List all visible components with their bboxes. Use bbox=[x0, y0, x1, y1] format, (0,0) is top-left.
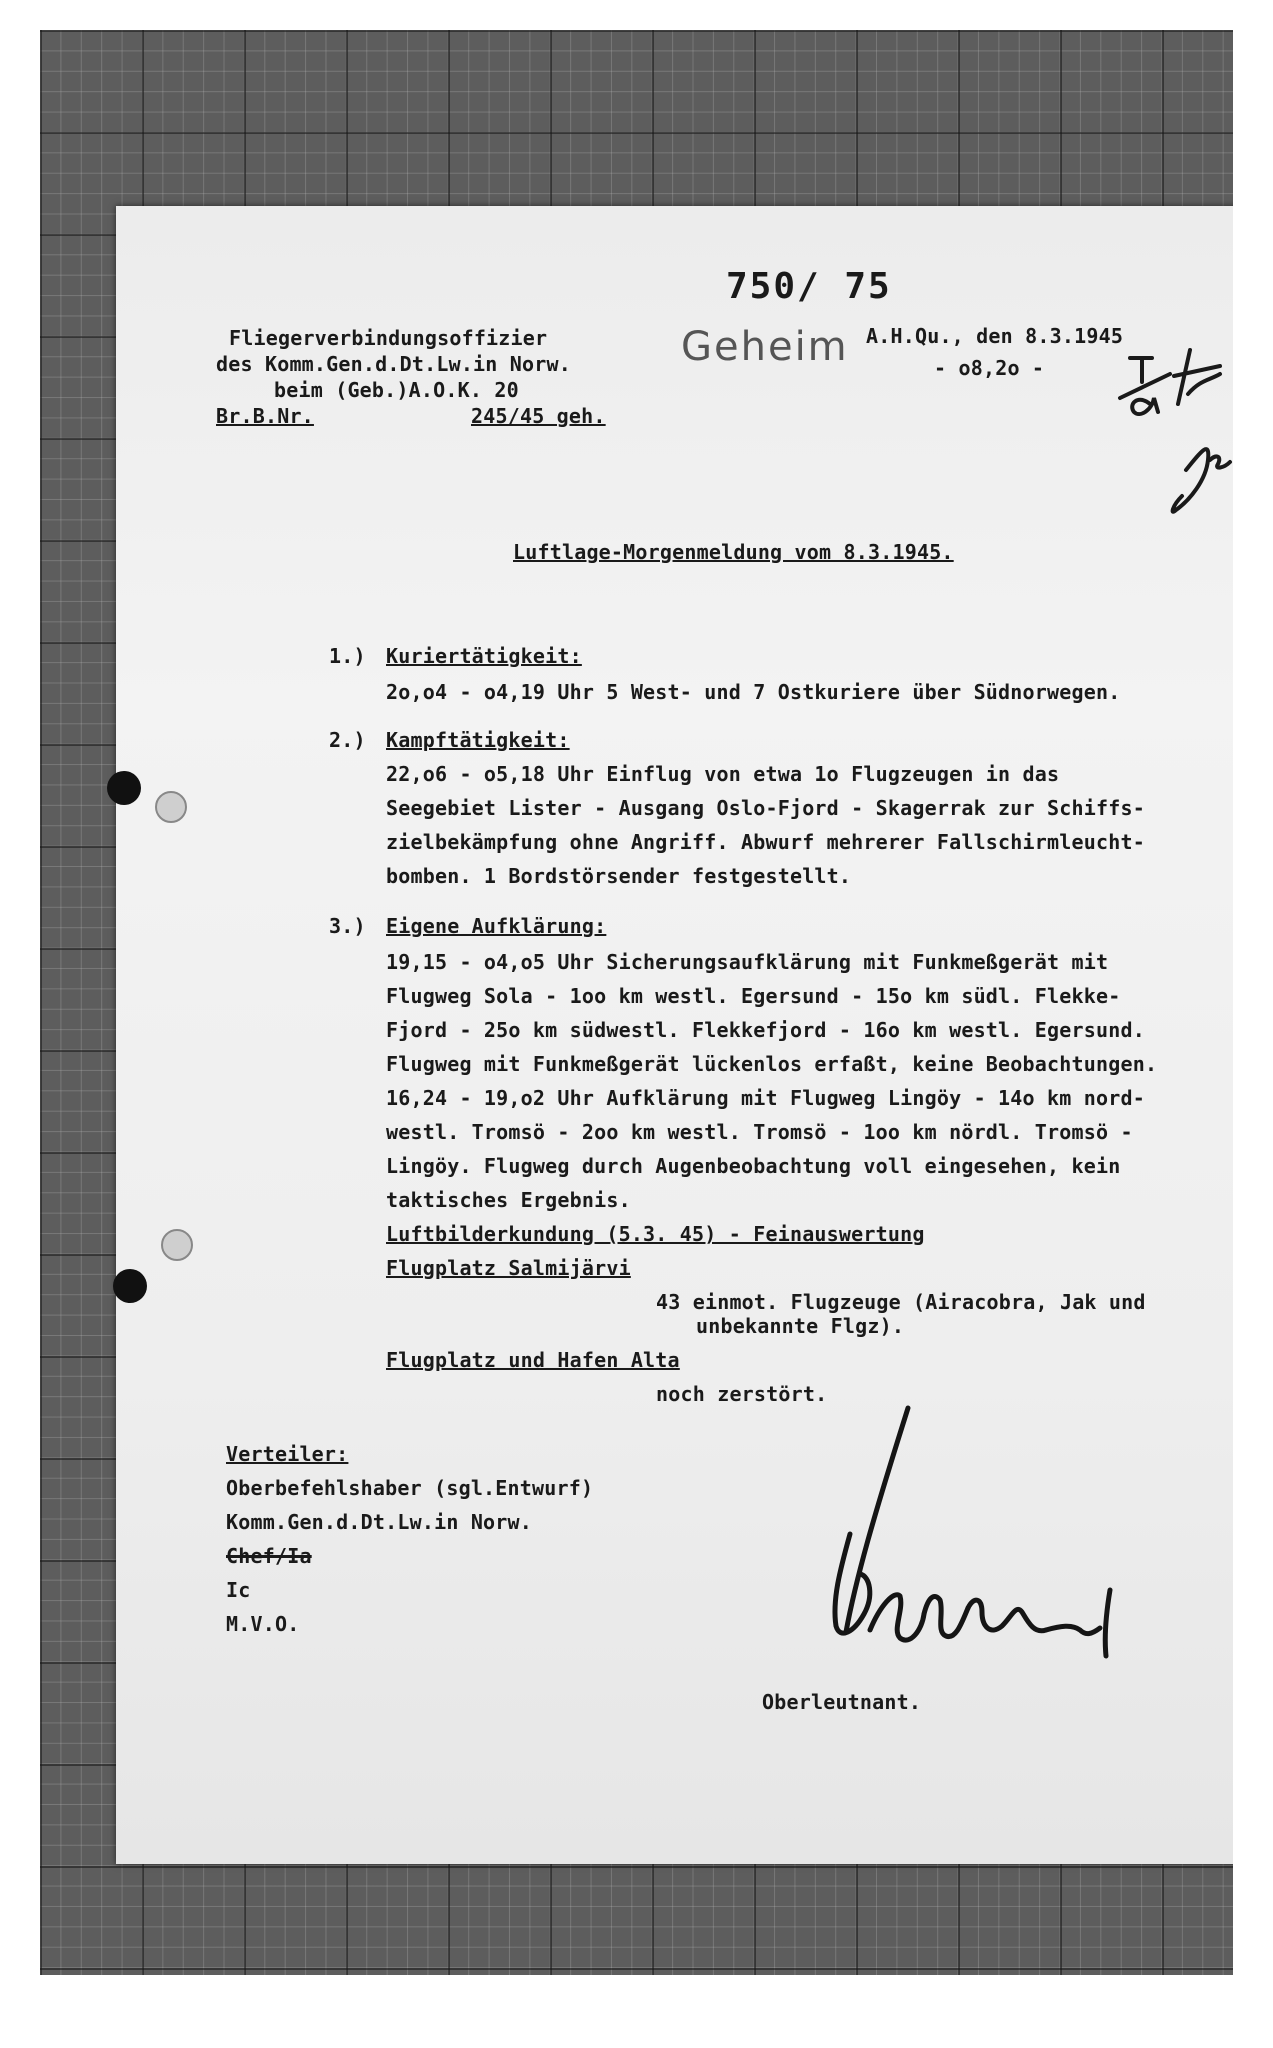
punch-hole bbox=[155, 791, 187, 823]
sender-line-3: beim (Geb.)A.O.K. 20 bbox=[274, 378, 519, 402]
handwritten-initials bbox=[1090, 340, 1233, 540]
section-3-line: westl. Tromsö - 2oo km westl. Tromsö - 1oo km nördl. Tromsö - bbox=[386, 1120, 1133, 1144]
section-2-line: zielbekämpfung ohne Angriff. Abwurf mehrerer Fallschirmleucht- bbox=[386, 830, 1145, 854]
section-2-line: bomben. 1 Bordstörsender festgestellt. bbox=[386, 864, 852, 888]
section-2-line: Seegebiet Lister - Ausgang Oslo-Fjord - Skagerrak zur Schiffs- bbox=[386, 796, 1145, 820]
section-1-heading: Kuriertätigkeit: bbox=[386, 644, 582, 668]
punch-hole bbox=[161, 1229, 193, 1261]
photo-recon-heading: Luftbilderkundung (5.3. 45) - Feinauswertung bbox=[386, 1222, 925, 1246]
section-3-line: Fjord - 25o km südwestl. Flekkefjord - 16o km westl. Egersund. bbox=[386, 1018, 1145, 1042]
report-title: Luftlage-Morgenmeldung vom 8.3.1945. bbox=[513, 540, 954, 564]
section-3-line: taktisches Ergebnis. bbox=[386, 1188, 631, 1212]
punch-hole bbox=[107, 771, 141, 805]
distribution-item: Chef/Ia bbox=[226, 1544, 312, 1568]
site-2-name: Flugplatz und Hafen Alta bbox=[386, 1348, 680, 1372]
section-2-heading: Kampftätigkeit: bbox=[386, 728, 570, 752]
section-3-line: 19,15 - o4,o5 Uhr Sicherungsaufklärung mit Funkmeßgerät mit bbox=[386, 950, 1109, 974]
section-3-line: Flugweg mit Funkmeßgerät lückenlos erfaßt, keine Beobachtungen. bbox=[386, 1052, 1158, 1076]
section-1-number: 1.) bbox=[329, 644, 366, 668]
document-number: 750/ 75 bbox=[726, 266, 892, 307]
site-1-detail: 43 einmot. Flugzeuge (Airacobra, Jak und bbox=[656, 1290, 1146, 1314]
distribution-label: Verteiler: bbox=[226, 1442, 349, 1466]
distribution-item: Komm.Gen.d.Dt.Lw.in Norw. bbox=[226, 1510, 533, 1534]
section-1-line: 2o,o4 - o4,19 Uhr 5 West- und 7 Ostkuriere über Südnorwegen. bbox=[386, 680, 1121, 704]
time-stamp: - o8,2o - bbox=[934, 356, 1045, 380]
classification-stamp: Geheim bbox=[681, 324, 849, 370]
sender-line-1: Fliegerverbindungsoffizier bbox=[229, 326, 548, 350]
signature-rank: Oberleutnant. bbox=[762, 1690, 922, 1714]
handwritten-signature bbox=[810, 1400, 1140, 1730]
section-3-number: 3.) bbox=[329, 914, 366, 938]
punch-hole bbox=[113, 1269, 147, 1303]
section-3-heading: Eigene Aufklärung: bbox=[386, 914, 607, 938]
place-date: A.H.Qu., den 8.3.1945 bbox=[866, 324, 1124, 348]
section-3-line: Flugweg Sola - 1oo km westl. Egersund - 15o km südl. Flekke- bbox=[386, 984, 1121, 1008]
reference-number: 245/45 geh. bbox=[471, 404, 606, 428]
section-3-line: 16,24 - 19,o2 Uhr Aufklärung mit Flugweg Lingöy - 14o km nord- bbox=[386, 1086, 1145, 1110]
document-photograph bbox=[40, 30, 1233, 1975]
distribution-item: M.V.O. bbox=[226, 1612, 300, 1636]
distribution-item: Ic bbox=[226, 1578, 251, 1602]
site-1-name: Flugplatz Salmijärvi bbox=[386, 1256, 631, 1280]
sender-line-2: des Komm.Gen.d.Dt.Lw.in Norw. bbox=[216, 352, 571, 376]
site-1-detail: unbekannte Flgz). bbox=[696, 1314, 905, 1338]
site-2-detail: noch zerstört. bbox=[656, 1382, 828, 1406]
section-2-line: 22,o6 - o5,18 Uhr Einflug von etwa 1o Flugzeugen in das bbox=[386, 762, 1060, 786]
section-3-line: Lingöy. Flugweg durch Augenbeobachtung voll eingesehen, kein bbox=[386, 1154, 1121, 1178]
reference-label: Br.B.Nr. bbox=[216, 404, 314, 428]
distribution-item: Oberbefehlshaber (sgl.Entwurf) bbox=[226, 1476, 594, 1500]
section-2-number: 2.) bbox=[329, 728, 366, 752]
